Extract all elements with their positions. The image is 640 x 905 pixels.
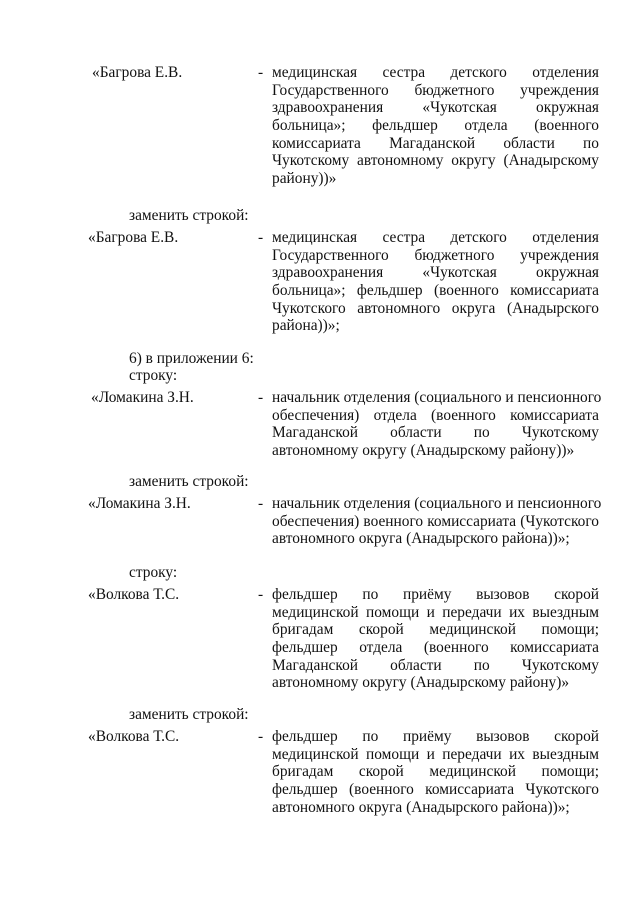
description-line: обеспечения) военного комиссариата (Чукотского — [272, 512, 599, 530]
person-name: «Багрова Е.В. — [92, 64, 183, 81]
dash-separator: - — [258, 586, 264, 603]
position-description — [272, 495, 602, 548]
description-line: здравоохранения «Чукотская окружная — [272, 264, 599, 282]
instruction-replace: заменить строкой: — [129, 207, 249, 224]
description-line: комиссариата Магаданской области по — [272, 134, 599, 152]
person-name: «Ломакина З.Н. — [91, 389, 194, 406]
description-line: Магаданской области по Чукотскому — [272, 656, 599, 674]
description-line: Чукотскому автономному округу (Анадырскому — [272, 152, 599, 170]
description-line: району))» — [272, 170, 337, 188]
description-line: обеспечения) отдела (военного комиссариата — [272, 406, 599, 424]
description-line: здравоохранения «Чукотская окружная — [272, 99, 599, 117]
description-line: района))»; — [272, 317, 340, 335]
description-line: начальник отделения (социального и пенсионного — [272, 389, 602, 406]
position-description — [272, 64, 599, 188]
dash-separator: - — [258, 229, 264, 246]
description-line: Государственного бюджетного учреждения — [272, 246, 599, 264]
description-line: фельдшер по приёму вызовов скорой — [272, 728, 599, 745]
instruction-line: строку: — [129, 564, 178, 581]
description-line: медицинской помощи и передачи их выездным — [272, 745, 599, 763]
person-name: «Волкова Т.С. — [88, 728, 180, 745]
description-line: медицинская сестра детского отделения — [272, 64, 599, 81]
dash-separator: - — [258, 728, 264, 745]
instruction-replace: заменить строкой: — [129, 473, 249, 490]
description-line: Государственного бюджетного учреждения — [272, 81, 599, 99]
dash-separator: - — [258, 495, 264, 512]
description-line: автономному округу (Анадырскому району))» — [272, 442, 575, 460]
instruction-appendix-6: 6) в приложении 6: — [129, 350, 254, 367]
description-line: бригадам скорой медицинской помощи; — [272, 763, 599, 781]
person-name: «Ломакина З.Н. — [88, 495, 191, 512]
instruction-line: строку: — [129, 367, 178, 384]
person-name: «Багрова Е.В. — [88, 229, 179, 246]
description-line: медицинская сестра детского отделения — [272, 229, 599, 246]
description-line: фельдшер по приёму вызовов скорой — [272, 586, 599, 603]
dash-separator: - — [258, 389, 264, 406]
description-line: фельдшер (военного комиссариата Чукотского — [272, 781, 599, 799]
dash-separator: - — [258, 64, 264, 81]
position-description — [272, 229, 599, 335]
description-line: автономному округу (Анадырскому району)» — [272, 674, 570, 692]
description-line: Магаданской области по Чукотскому — [272, 424, 599, 442]
position-description — [272, 728, 599, 816]
description-line: начальник отделения (социального и пенсионного — [272, 495, 602, 512]
description-line: автономного округа (Анадырского района))»; — [272, 530, 570, 548]
description-line: автономного округа (Анадырского района))»; — [272, 798, 570, 816]
person-name: «Волкова Т.С. — [88, 586, 180, 603]
description-line: медицинской помощи и передачи их выездным — [272, 603, 599, 621]
instruction-replace: заменить строкой: — [129, 706, 249, 723]
description-line: больница»; фельдшер отдела (военного — [272, 117, 599, 135]
position-description — [272, 389, 602, 460]
description-line: фельдшер отдела (военного комиссариата — [272, 639, 599, 657]
description-line: бригадам скорой медицинской помощи; — [272, 621, 599, 639]
description-line: Чукотского автономного округа (Анадырского — [272, 299, 599, 317]
description-line: больница»; фельдшер (военного комиссариата — [272, 282, 599, 300]
position-description — [272, 586, 599, 692]
